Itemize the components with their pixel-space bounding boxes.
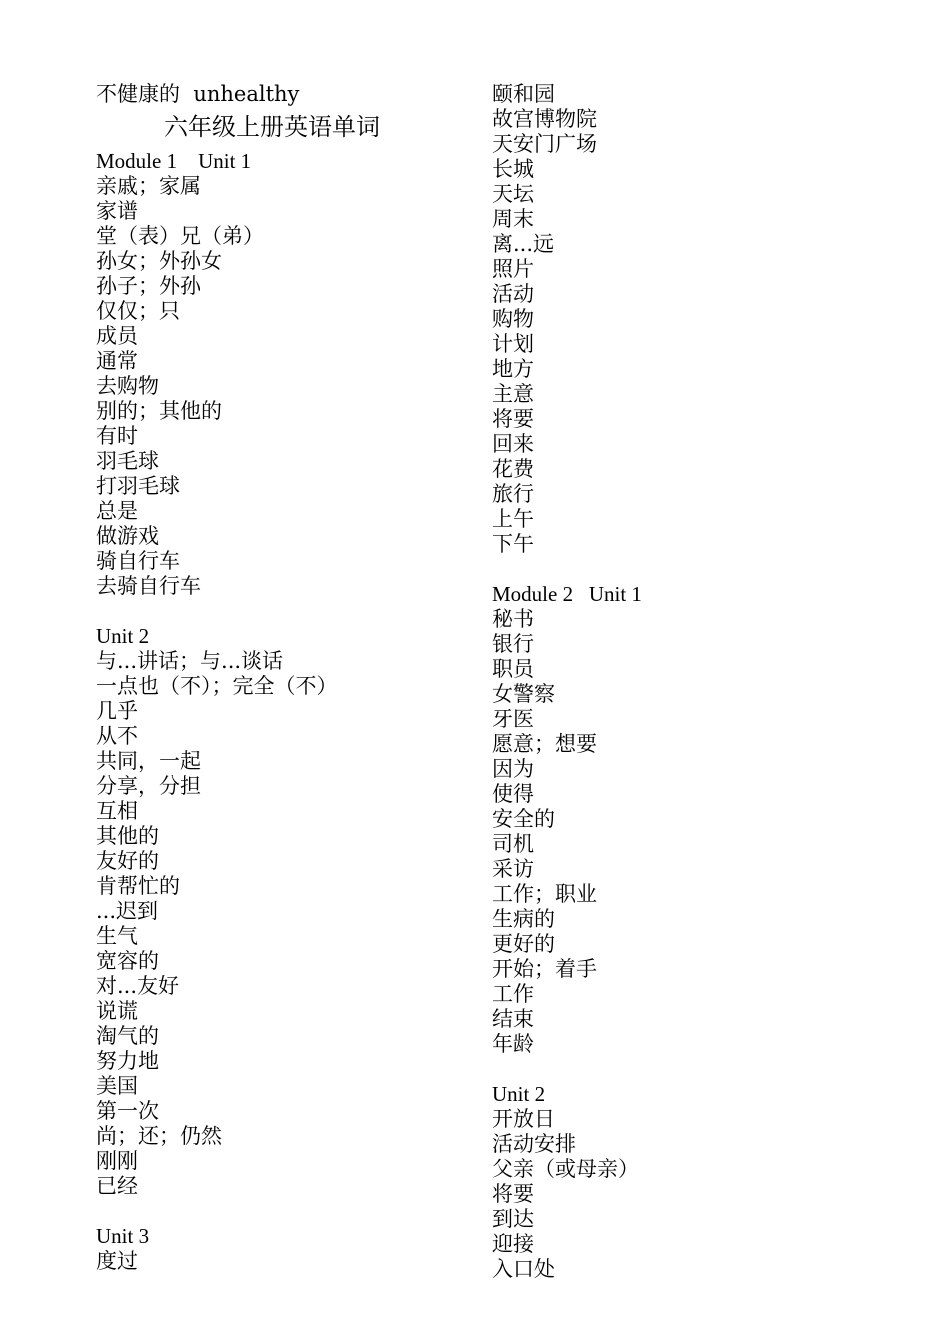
section-heading: Unit 2 [492,1082,546,1106]
vocab-word: 家谱 [96,199,138,223]
vocab-word: ...迟到 [96,899,159,923]
vocab-word: 宽容的 [96,949,159,973]
vocab-word: 活动 [492,282,534,306]
vocab-word: 打羽毛球 [96,474,180,498]
vocab-word: 生病的 [492,907,555,931]
vocab-word: 生气 [96,924,138,948]
vocab-word: 活动安排 [492,1132,576,1156]
vocab-word: 几乎 [96,699,138,723]
page-title: 六年级上册英语单词 [164,113,380,141]
spacer [492,557,892,582]
vocab-word: 照片 [492,257,534,281]
left-column [96,82,476,1274]
vocab-word: 去骑自行车 [96,574,201,598]
word-list [492,607,892,1057]
vocab-word: 其他的 [96,824,159,848]
vocab-word: 工作 [492,982,534,1006]
vocab-word: 迎接 [492,1232,534,1256]
vocab-word: 努力地 [96,1049,159,1073]
vocab-word: 开始；着手 [492,957,597,981]
vocab-word: 天坛 [492,182,534,206]
vocab-word: 离...远 [492,232,555,256]
vocab-word: 羽毛球 [96,449,159,473]
vocab-word: 计划 [492,332,534,356]
vocab-word: 购物 [492,307,534,331]
vocab-word: 颐和园 [492,82,555,106]
vocab-word: 更好的 [492,932,555,956]
vocab-word: 开放日 [492,1107,555,1131]
vocab-word: 尚；还；仍然 [96,1124,222,1148]
section-heading: Unit 3 [96,1224,150,1248]
vocab-word: 已经 [96,1174,138,1198]
vocab-word: 女警察 [492,682,555,706]
word-list [96,174,476,599]
vocab-word: 回来 [492,432,534,456]
vocab-word: 互相 [96,799,138,823]
vocab-word: 采访 [492,857,534,881]
vocab-word: 入口处 [492,1257,555,1281]
section-heading: Unit 2 [96,624,150,648]
vocab-word: 肯帮忙的 [96,874,180,898]
vocab-word: 孙女；外孙女 [96,249,222,273]
vocab-word: 别的；其他的 [96,399,222,423]
vocab-word: 上午 [492,507,534,531]
vocab-word: 长城 [492,157,534,181]
vocab-word: 父亲（或母亲） [492,1157,639,1181]
word-list [96,1249,476,1274]
vocab-word: 度过 [96,1249,138,1273]
vocab-word: 通常 [96,349,138,373]
vocab-word: 牙医 [492,707,534,731]
vocab-word: 总是 [96,499,138,523]
right-column [492,82,892,1282]
vocab-word: 旅行 [492,482,534,506]
vocab-word: 安全的 [492,807,555,831]
vocab-word: 工作；职业 [492,882,597,906]
vocab-word: 因为 [492,757,534,781]
vocab-word: 将要 [492,407,534,431]
vocab-word: 司机 [492,832,534,856]
vocab-word: 花费 [492,457,534,481]
vocab-word: 职员 [492,657,534,681]
vocab-word: 第一次 [96,1099,159,1123]
vocab-word: 银行 [492,632,534,656]
vocab-word: 与...讲话；与...谈话 [96,649,284,673]
vocab-word: 一点也（不）；完全（不） [96,674,338,698]
vocab-word: 分享，分担 [96,774,201,798]
vocab-word: 说谎 [96,999,138,1023]
vocab-word: 美国 [96,1074,138,1098]
spacer [492,1057,892,1082]
section-heading: Module 2 Unit 1 [492,582,642,606]
vocab-word: 使得 [492,782,534,806]
vocab-word: 秘书 [492,607,534,631]
vocab-word: 愿意；想要 [492,732,597,756]
vocab-word: 故宫博物院 [492,107,597,131]
vocab-word: 刚刚 [96,1149,138,1173]
vocab-word: 年龄 [492,1032,534,1056]
vocab-word: 孙子；外孙 [96,274,201,298]
vocab-word: 去购物 [96,374,159,398]
word-list [492,82,892,557]
vocab-word: 地方 [492,357,534,381]
vocab-word: 从不 [96,724,138,748]
spacer [96,599,476,624]
vocab-word: 亲戚；家属 [96,174,201,198]
vocab-word: 有时 [96,424,138,448]
spacer [96,1199,476,1224]
vocab-word: 堂（表）兄（弟） [96,224,264,248]
vocab-word: 共同，一起 [96,749,201,773]
vocab-word: 淘气的 [96,1024,159,1048]
word-list [96,649,476,1199]
vocab-word: 结束 [492,1007,534,1031]
vocab-word: 下午 [492,532,534,556]
vocab-word: 将要 [492,1182,534,1206]
vocab-word: 到达 [492,1207,534,1231]
vocab-word: 友好的 [96,849,159,873]
word-list [492,1107,892,1282]
vocab-word: 对...友好 [96,974,180,998]
section-heading: Module 1 Unit 1 [96,149,252,173]
vocab-word: 周末 [492,207,534,231]
vocab-word: 主意 [492,382,534,406]
vocab-word: 天安门广场 [492,132,597,156]
vocab-word: 成员 [96,324,138,348]
top-line: 不健康的 unhealthy [96,82,300,106]
vocab-word: 做游戏 [96,524,159,548]
vocab-word: 骑自行车 [96,549,180,573]
vocab-word: 仅仅；只 [96,299,180,323]
